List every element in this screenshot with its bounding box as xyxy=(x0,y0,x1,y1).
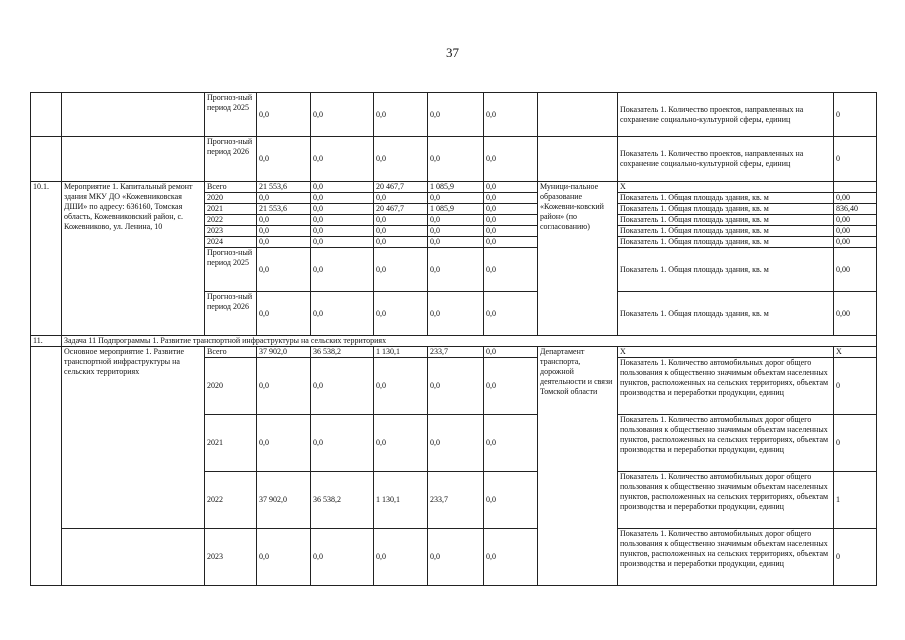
cell-executor xyxy=(538,93,618,137)
task-row xyxy=(31,336,877,347)
table-row: 2023 0,0 0,0 0,0 0,0 0,0 Показатель 1. Общая площадь здания, кв. м 0,00 xyxy=(31,226,877,237)
cell-name: Мероприятие 1. Капитальный ремонт здания МКУ ДО «Кожевниковская ДШИ» по адресу: 636160, Томская область, Кожевниковский район, с. Кожевниково, ул. Ленина, 10 xyxy=(62,182,205,336)
cell-num xyxy=(31,93,62,137)
table-row: 2021 21 553,6 0,0 20 467,7 1 085,9 0,0 Показатель 1. Общая площадь здания, кв. м 836,40 xyxy=(31,204,877,215)
cell-indicator: Показатель 1. Количество проектов, направленных на сохранение социально-культурной сферы, единиц xyxy=(618,137,834,182)
table-row: Прогноз-ный период 2025 0,0 0,0 0,0 0,0 0,0 Показатель 1. Количество проектов, направленных на сохранение социально-культурной сферы, единиц 0 xyxy=(31,93,877,137)
table-row: Прогноз-ный период 2026 0,0 0,0 0,0 0,0 0,0 Показатель 1. Общая площадь здания, кв. м 0,00 xyxy=(31,292,877,336)
cell-indicator-value: 0 xyxy=(834,137,877,182)
table-row: 2022 37 902,0 36 538,2 1 130,1 233,7 0,0 Показатель 1. Количество автомобильных дорог общего пользования к общественно значимым объектам населенных пунктов, расположенных на сельских территориях, объектам производства и переработки продукции, единиц 1 xyxy=(31,472,877,529)
table-row: 2020 0,0 0,0 0,0 0,0 0,0 Показатель 1. Общая площадь здания, кв. м 0,00 xyxy=(31,193,877,204)
page-number: 37 xyxy=(446,45,459,60)
cell-name: Основное мероприятие 1. Развитие транспортной инфраструктуры на сельских территориях xyxy=(62,347,205,529)
table-row: 2021 0,0 0,0 0,0 0,0 0,0 Показатель 1. Количество автомобильных дорог общего пользования к общественно значимым объектам населенных пунктов, расположенных на сельских территориях, объектам производства и переработки продукции, единиц 0 xyxy=(31,415,877,472)
table-row: Прогноз-ный период 2025 0,0 0,0 0,0 0,0 0,0 Показатель 1. Общая площадь здания, кв. м 0,00 xyxy=(31,248,877,292)
table-row: 10.1. Мероприятие 1. Капитальный ремонт здания МКУ ДО «Кожевниковская ДШИ» по адресу: 636160, Томская область, Кожевниковский район, с. Кожевниково, ул. Ленина, 10 Всего 21 553,6 0,0 20 467,7 1 085,9 0,0 Муници-пальное образование «Кожевни-ковский район» (по согласованию) X xyxy=(31,182,877,193)
table-row: 2022 0,0 0,0 0,0 0,0 0,0 Показатель 1. Общая площадь здания, кв. м 0,00 xyxy=(31,215,877,226)
cell-executor: Муници-пальное образование «Кожевни-ковский район» (по согласованию) xyxy=(538,182,618,336)
budget-table xyxy=(30,92,877,586)
cell-indicator-value: 0 xyxy=(834,93,877,137)
cell-num: 11. xyxy=(31,336,62,347)
cell-indicator: Показатель 1. Количество автомобильных дорог общего пользования к общественно значимым объектам населенных пунктов, расположенных на сельских территориях, объектам производства и переработки продукции, единиц xyxy=(618,529,834,586)
cell-indicator: Показатель 1. Количество автомобильных дорог общего пользования к общественно значимым объектам населенных пунктов, расположенных на сельских территориях, объектам производства и переработки продукции, единиц xyxy=(618,358,834,415)
cell-period: Прогноз-ный период 2025 xyxy=(205,93,257,137)
cell-indicator: Показатель 1. Количество проектов, направленных на сохранение социально-культурной сферы, единиц xyxy=(618,93,834,137)
table-row: Прогноз-ный период 2026 0,0 0,0 0,0 0,0 0,0 Показатель 1. Количество проектов, направленных на сохранение социально-культурной сферы, единиц 0 xyxy=(31,137,877,182)
table-row: 2024 0,0 0,0 0,0 0,0 0,0 Показатель 1. Общая площадь здания, кв. м 0,00 xyxy=(31,237,877,248)
table-row: 2020 0,0 0,0 0,0 0,0 0,0 Показатель 1. Количество автомобильных дорог общего пользования к общественно значимым объектам населенных пунктов, расположенных на сельских территориях, объектам производства и переработки продукции, единиц 0 xyxy=(31,358,877,415)
cell-name xyxy=(62,93,205,137)
cell-num: 10.1. xyxy=(31,182,62,336)
cell-indicator: Показатель 1. Количество автомобильных дорог общего пользования к общественно значимым объектам населенных пунктов, расположенных на сельских территориях, объектам производства и переработки продукции, единиц xyxy=(618,415,834,472)
cell-period: Прогноз-ный период 2026 xyxy=(205,137,257,182)
task-title: Задача 11 Подпрограммы 1. Развитие транспортной инфраструктуры на сельских территориях xyxy=(62,336,877,347)
cell-executor: Департамент транспорта, дорожной деятельности и связи Томской области xyxy=(538,347,618,586)
table-row: Основное мероприятие 1. Развитие транспортной инфраструктуры на сельских территориях Всего 37 902,0 36 538,2 1 130,1 233,7 0,0 Департамент транспорта, дорожной деятельности и связи Томской области X X xyxy=(31,347,877,358)
cell-indicator: Показатель 1. Количество автомобильных дорог общего пользования к общественно значимым объектам населенных пунктов, расположенных на сельских территориях, объектам производства и переработки продукции, единиц xyxy=(618,472,834,529)
table-row: 2023 0,0 0,0 0,0 0,0 0,0 Показатель 1. Количество автомобильных дорог общего пользования к общественно значимым объектам населенных пунктов, расположенных на сельских территориях, объектам производства и переработки продукции, единиц 0 xyxy=(31,529,877,586)
